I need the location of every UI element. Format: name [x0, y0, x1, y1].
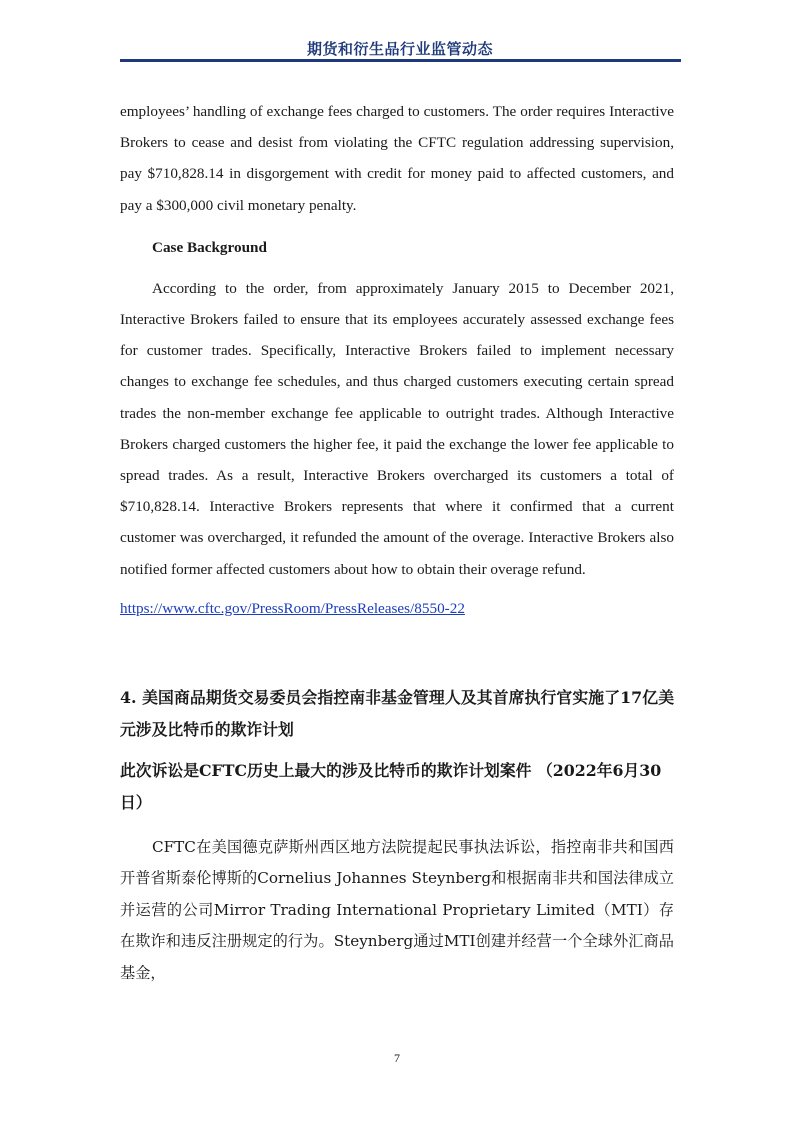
- case-background-paragraph: According to the order, from approximately January 2015 to December 2021, Interactive Brokers failed to ensure that its employees accurately assessed exchange fees for customer trades. Specifically, Interactive Brokers failed to implement necessary changes to exchange fee schedules, and thus charged customers executing certain spread trades the non-member exchange fee applicable to outright trades. Although Interactive Brokers charged customers the higher fee, it paid the exchange the lower fee applicable to spread trades. As a result, Interactive Brokers overcharged its customers a total of $710,828.14. Interactive Brokers represents that where it confirmed that a current customer was overcharged, it refunded the amount of the overage. Interactive Brokers also notified former affected customers about how to obtain their overage refund.: [120, 279, 674, 578]
- section-4-subheading: 此次诉讼是CFTC历史上最大的涉及比特币的欺诈计划案件 （2022年6月30日）: [120, 760, 662, 812]
- press-release-link[interactable]: https://www.cftc.gov/PressRoom/PressReleases/8550-22: [120, 599, 465, 617]
- page-content: [120, 96, 674, 989]
- section-4-heading: 4. 美国商品期货交易委员会指控南非基金管理人及其首席执行官实施了17亿美元涉及比特币的欺诈计划: [120, 687, 674, 739]
- header-title: 期货和衍生品行业监管动态: [306, 40, 493, 58]
- page-number: 7: [394, 1051, 400, 1065]
- case-background-heading: Case Background: [152, 238, 267, 256]
- paragraph-continued: employees’ handling of exchange fees charged to customers. The order requires Interactive Brokers to cease and desist from violating the CFTC regulation addressing supervision, pay $710,828.14 in disgorgement with credit for money paid to affected customers, and pay a $300,000 civil monetary penalty.: [120, 103, 674, 214]
- section-4-paragraph: CFTC在美国德克萨斯州西区地方法院提起民事执法诉讼，指控南非共和国西开普省斯泰伦博斯的Cornelius Johannes Steynberg和根据南非共和国法律成立并运营的公司Mirror Trading International Proprietary Limited（MTI）存在欺诈和违反注册规定的行为。Steynberg通过MTI创建并经营一个全球外汇商品基金，: [120, 837, 674, 982]
- header-divider: [120, 59, 681, 62]
